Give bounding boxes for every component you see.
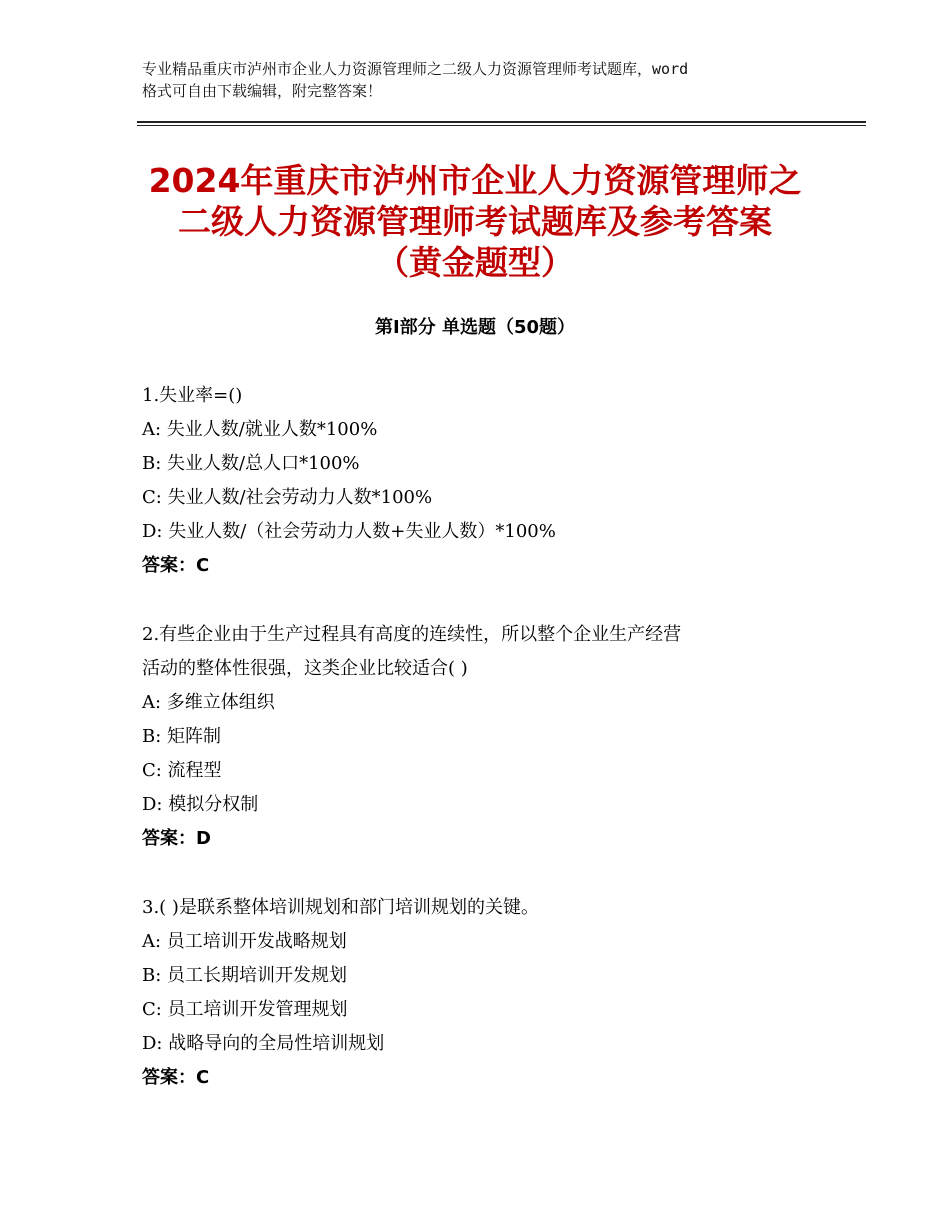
question-2 <box>142 618 832 856</box>
header-divider-thin <box>137 125 866 126</box>
header-note-line-1: 专业精品重庆市泸州市企业人力资源管理师之二级人力资源管理师考试题库，word <box>142 60 689 78</box>
title-line-1: 2024年重庆市泸州市企业人力资源管理师之 <box>148 161 802 200</box>
question-stem: 3.( )是联系整体培训规划和部门培训规划的关键。 <box>142 897 539 918</box>
question-3 <box>142 891 832 1095</box>
option-d: D: 模拟分权制 <box>142 794 259 815</box>
title-line-3: （黄金题型） <box>376 243 574 282</box>
header-note-line-2: 格式可自由下载编辑，附完整答案！ <box>142 82 383 100</box>
option-b: B: 失业人数/总人口*100% <box>142 453 360 474</box>
option-b: B: 矩阵制 <box>142 726 222 747</box>
option-c: C: 失业人数/社会劳动力人数*100% <box>142 487 433 508</box>
document-header-note <box>142 58 822 102</box>
section-heading: 第Ⅰ部分 单选题（50题） <box>374 317 575 338</box>
title-line-2: 二级人力资源管理师考试题库及参考答案 <box>178 202 772 241</box>
question-stem-line-1: 2.有些企业由于生产过程具有高度的连续性，所以整个企业生产经营 <box>142 624 682 645</box>
option-d: D: 战略导向的全局性培训规划 <box>142 1033 385 1054</box>
option-b: B: 员工长期培训开发规划 <box>142 965 348 986</box>
option-c: C: 员工培训开发管理规划 <box>142 999 348 1020</box>
question-1 <box>142 379 832 583</box>
answer-line: 答案：D <box>142 828 211 849</box>
option-a: A: 多维立体组织 <box>142 692 275 713</box>
answer-line: 答案：C <box>142 555 210 576</box>
question-stem: 1.失业率=() <box>142 385 243 406</box>
header-divider-thick <box>137 121 866 123</box>
option-d: D: 失业人数/（社会劳动力人数+失业人数）*100% <box>142 521 556 542</box>
document-title <box>100 160 850 283</box>
option-c: C: 流程型 <box>142 760 222 781</box>
option-a: A: 失业人数/就业人数*100% <box>142 419 378 440</box>
question-stem-line-2: 活动的整体性很强，这类企业比较适合( ) <box>142 658 468 679</box>
option-a: A: 员工培训开发战略规划 <box>142 931 347 952</box>
answer-line: 答案：C <box>142 1067 210 1088</box>
